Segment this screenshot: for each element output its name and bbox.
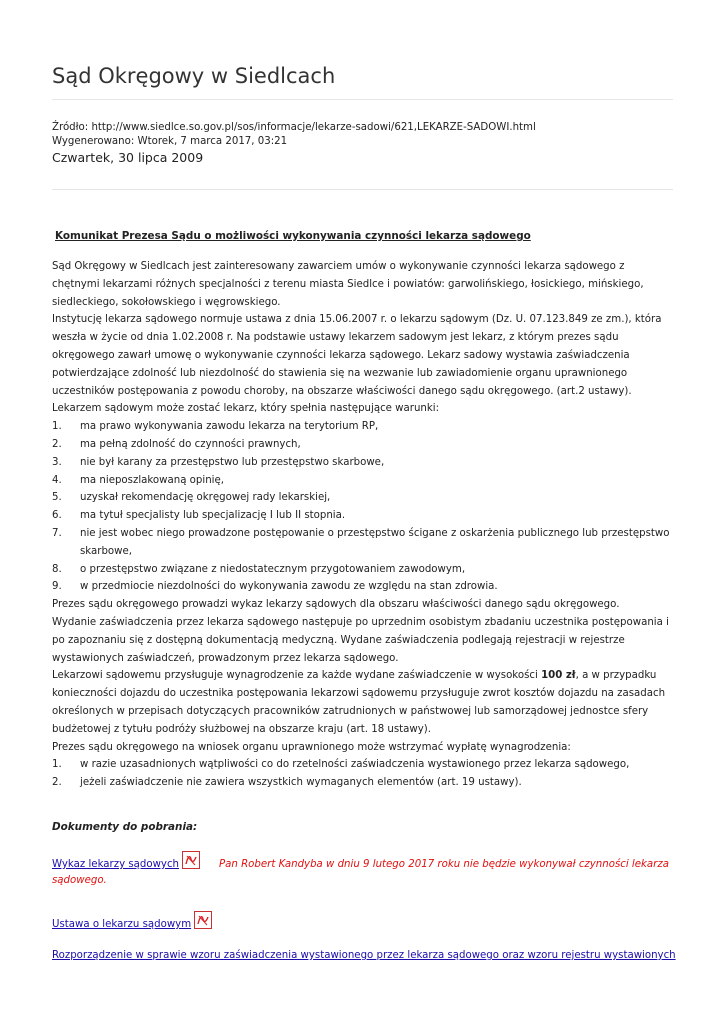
condition-item (52, 525, 673, 561)
source-line: Źródło: http://www.siedlce.so.gov.pl/sos/informacje/lekarze-sadowi/621,LEKARZE-SADOWI.html (52, 122, 536, 133)
paragraph-issuance: Wydanie zaświadczenia przez lekarza sądowego następuje po uprzednim osobistym zbadaniu uczestnika postępowania i po zapoznaniu się z dostępną dokumentacją medyczną. Wydane zaświadczenia podlegają rejestracji w rejestrze wystawionych zaświadczeń, prowadzonym przez lekarza sądowego. (52, 616, 669, 664)
paragraph-conditions-intro: Lekarzem sądowym może zostać lekarz, który spełnia następujące warunki: (52, 403, 440, 415)
list-item-text: ma pełną zdolność do czynności prawnych, (80, 438, 301, 450)
downloads-heading: Dokumenty do pobrania: (52, 821, 198, 833)
list-item-number: 4. (52, 474, 62, 486)
download-item-list (52, 850, 673, 889)
condition-item (52, 561, 673, 579)
article-title: Komunikat Prezesa Sądu o możliwości wykonywania czynności lekarza sądowego (55, 230, 531, 242)
list-item-text: w przedmiocie niezdolności do wykonywania zawodu ze względu na stan zdrowia. (80, 581, 498, 593)
suspension-list (52, 756, 673, 792)
paragraph-register: Prezes sądu okręgowego prowadzi wykaz lekarzy sądowych dla obszaru właściwości danego sądu okręgowego. (52, 599, 620, 611)
list-item-text: ma nieposzlakowaną opinię, (80, 474, 224, 486)
generated-line: Wygenerowano: Wtorek, 7 marca 2017, 03:21 (52, 136, 288, 147)
paragraph-suspension-intro: Prezes sądu okręgowego na wniosek organu uprawnionego może wstrzymać wypłatę wynagrodzenia: (52, 741, 571, 753)
article-body (52, 258, 673, 792)
list-item-text: uzyskał rekomendację okręgowej rady lekarskiej, (80, 492, 331, 504)
header-divider (52, 99, 673, 100)
list-item-text: nie jest wobec niego prowadzone postępowanie o przestępstwo ścigane z oskarżenia publicznego lub przestępstwo skarbowe, (80, 527, 670, 557)
list-item-number: 9. (52, 581, 62, 593)
suspension-item (52, 774, 673, 792)
list-item-text: ma prawo wykonywania zawodu lekarza na terytorium RP, (80, 421, 379, 433)
list-item-text: ma tytuł specjalisty lub specjalizację I lub II stopnia. (80, 510, 346, 522)
condition-item (52, 454, 673, 472)
site-title: Sąd Okręgowy w Siedlcach (52, 64, 336, 88)
list-item-number: 3. (52, 456, 62, 468)
list-item-number: 2. (52, 438, 62, 450)
paragraph-legal-basis: Instytucję lekarza sądowego normuje ustawa z dnia 15.06.2007 r. o lekarzu sądowym (Dz. U. 07.123.849 ze zm.), która weszła w życie od dnia 1.02.2008 r. Na podstawie ustawy lekarzem sadowym jest lekarz, z którym prezes sądu okręgowego zawarł umowę o wykonywanie czynności lekarza sądowego. Lekarz sadowy wystawia zaświadczenia potwierdzające zdolność lub niezdolność do stawienia się na wezwanie lub zawiadomienie organu uprawnionego uczestników postępowania z powodu choroby, na obszarze właściwości danego sądu okręgowego. (art.2 ustawy). (52, 314, 662, 397)
list-item-text: jeżeli zaświadczenie nie zawiera wszystkich wymaganych elementów (art. 19 ustawy). (80, 777, 522, 789)
doc-note: Pan Robert Kandyba w dniu 9 lutego 2017 roku nie będzie wykonywał czynności lekarza sądowego. (52, 859, 669, 886)
pdf-icon[interactable] (181, 850, 201, 870)
list-item-number: 7. (52, 527, 62, 539)
article-date: Czwartek, 30 lipca 2009 (52, 150, 204, 165)
list-item-number: 1. (52, 421, 62, 433)
remuneration-amount: 100 zł (541, 670, 576, 682)
list-item-number: 6. (52, 510, 62, 522)
condition-item (52, 472, 673, 490)
pdf-icon[interactable] (193, 910, 213, 930)
paragraph-intro: Sąd Okręgowy w Siedlcach jest zainteresowany zawarciem umów o wykonywanie czynności lekarza sądowego z chętnymi lekarzami różnych specjalności z terenu miasta Siedlce i powiatów: garwolińskiego, łosickiego, mińskiego, siedleckiego, sokołowskiego i węgrowskiego. (52, 261, 644, 308)
download-link-regulation[interactable]: Rozporządzenie w sprawie wzoru zaświadczenia wystawionego przez lekarza sądowego oraz wzoru rejestru wystawionych (52, 950, 676, 961)
list-item-number: 2. (52, 777, 62, 789)
meta-divider (52, 189, 673, 190)
list-item-text: o przestępstwo związane z niedostatecznym przygotowaniem zawodowym, (80, 563, 466, 575)
conditions-list (52, 418, 673, 596)
condition-item (52, 507, 673, 525)
paragraph-remuneration: Lekarzowi sądowemu przysługuje wynagrodzenie za każde wydane zaświadczenie w wysokości 100 zł, a w przypadku konieczności dojazdu do uczestnika postępowania lekarzowi sądowemu przysługuje zwrot kosztów dojazdu na zasadach określonych w przepisach dotyczących pracowników zatrudnionych w państwowej lub samorządowej jednostce sfery budżetowej z tytułu podróży służbowej na obszarze kraju (art. 18 ustawy). (52, 670, 666, 735)
list-item-number: 1. (52, 759, 62, 771)
condition-item (52, 436, 673, 454)
download-item-act (52, 910, 213, 930)
list-item-text: w razie uzasadnionych wątpliwości co do rzetelności zaświadczenia wystawionego przez lekarza sądowego, (80, 759, 630, 771)
condition-item (52, 489, 673, 507)
suspension-item (52, 756, 673, 774)
list-item-number: 5. (52, 492, 62, 504)
download-link-act[interactable]: Ustawa o lekarzu sądowym (52, 919, 192, 930)
condition-item (52, 418, 673, 436)
list-item-text: nie był karany za przestępstwo lub przestępstwo skarbowe, (80, 456, 385, 468)
condition-item (52, 578, 673, 596)
download-item-regulation (52, 950, 676, 961)
list-item-number: 8. (52, 563, 62, 575)
download-link-doctors-list[interactable]: Wykaz lekarzy sądowych (52, 859, 180, 870)
